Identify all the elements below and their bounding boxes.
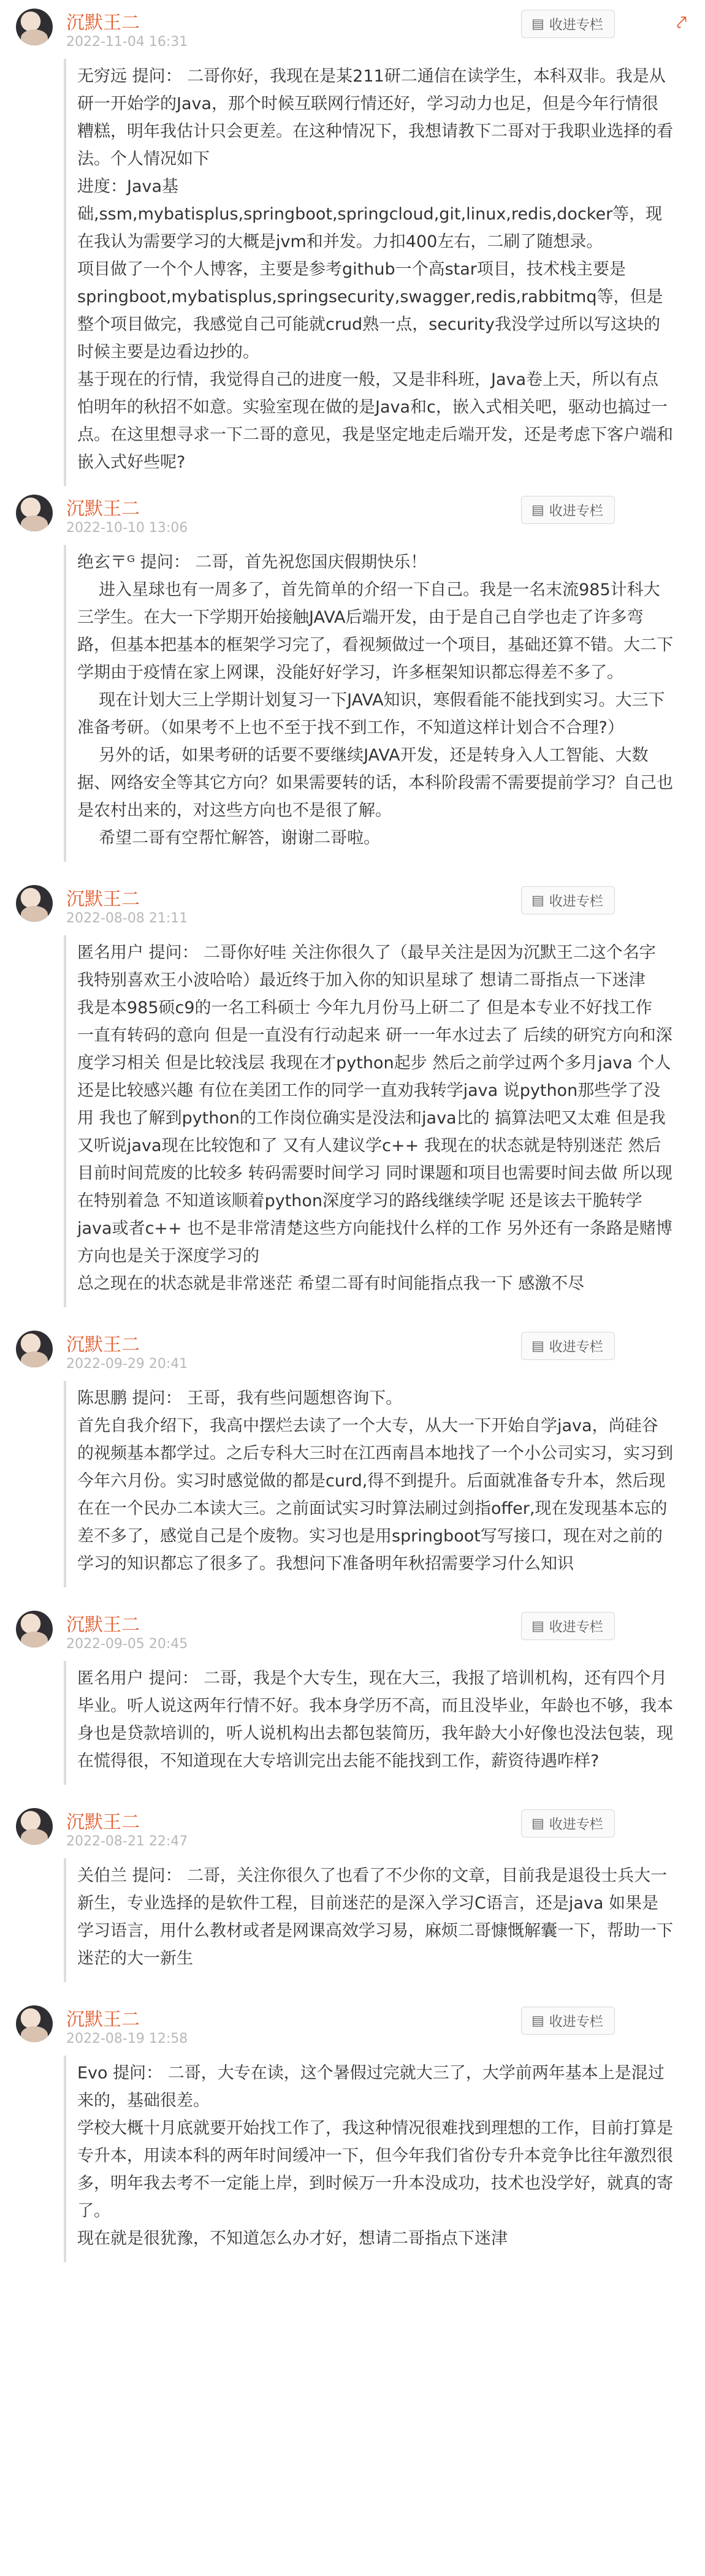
- collect-icon: ▤: [532, 2013, 544, 2029]
- post-card: [0, 486, 705, 862]
- post-header: [0, 0, 705, 59]
- avatar[interactable]: [16, 885, 53, 922]
- author-name[interactable]: 沉默王二: [66, 12, 140, 34]
- avatar[interactable]: [16, 9, 53, 45]
- question-body: [64, 1381, 673, 1587]
- paragraph: 匿名用户 提问： 二哥，我是个大专生，现在大三，我报了培训机构，还有四个月毕业。听人说这两年行情不好。我本身学历不高，而且没毕业，年龄也不够，我本身也是贷款培训的，听人说机构出去都包装简历，我年龄大小好像也没法包装，现在慌得很，不知道现在大专培训完出去能不能找到工作，薪资待遇咋样?: [77, 1669, 673, 1771]
- share-icon[interactable]: ⤤: [676, 12, 687, 34]
- avatar[interactable]: [16, 2005, 53, 2042]
- post-header: [0, 876, 705, 935]
- post-card: [0, 0, 705, 486]
- collect-label: 收进专栏: [549, 2014, 603, 2030]
- author-name[interactable]: 沉默王二: [66, 498, 140, 520]
- post-header: [0, 1799, 705, 1858]
- collect-label: 收进专栏: [549, 1339, 603, 1355]
- post-header: [0, 1997, 705, 2056]
- question-body: [64, 2056, 673, 2262]
- collect-to-column-button[interactable]: [521, 2007, 615, 2035]
- post-card: [0, 1997, 705, 2262]
- author-name[interactable]: 沉默王二: [66, 1812, 140, 1833]
- avatar[interactable]: [16, 1808, 53, 1845]
- paragraph: Evo 提问： 二哥，大专在读，这个暑假过完就大三了，大学前两年基本上是混过来的，基础很差。: [77, 2064, 665, 2110]
- collect-label: 收进专栏: [549, 17, 603, 33]
- post-card: [0, 1799, 705, 1982]
- post-header: [0, 486, 705, 545]
- post-date: 2022-08-21 22:47: [66, 1834, 188, 1849]
- paragraph: 进入星球也有一周多了，首先简单的介绍一下自己。我是一名末流985计科大三学生。在大一下学期开始接触JAVA后端开发，由于是自己自学也走了许多弯路，但基本把基本的框架学习完了，看视频做过一个项目，基础还算不错。大二下学期由于疫情在家上网课，没能好好学习，许多框架知识都忘得差不多了。: [77, 580, 673, 682]
- question-body: [64, 1858, 673, 1982]
- collect-icon: ▤: [532, 502, 544, 518]
- collect-icon: ▤: [532, 1338, 544, 1354]
- paragraph: 匿名用户 提问： 二哥你好哇 关注你很久了（最早关注是因为沉默王二这个名字 我特别喜欢王小波哈哈）最近终于加入你的知识星球了 想请二哥指点一下迷津: [77, 943, 656, 990]
- question-body: [64, 1661, 673, 1785]
- paragraph: 希望二哥有空帮忙解答，谢谢二哥啦。: [99, 829, 381, 848]
- author-name[interactable]: 沉默王二: [66, 889, 140, 910]
- post-date: 2022-11-04 16:31: [66, 34, 188, 50]
- collect-to-column-button[interactable]: [521, 10, 615, 38]
- collect-label: 收进专栏: [549, 894, 603, 910]
- collect-label: 收进专栏: [549, 1619, 603, 1635]
- collect-to-column-button[interactable]: [521, 1612, 615, 1640]
- paragraph: 现在计划大三上学期计划复习一下JAVA知识，寒假看能不能找到实习。大三下准备考研。（如果考不上也不至于找不到工作，不知道这样计划合不合理?）: [77, 691, 665, 737]
- question-body: [64, 545, 673, 862]
- question-body: [64, 59, 673, 486]
- collect-icon: ▤: [532, 1815, 544, 1831]
- paragraph: 无穷远 提问： 二哥你好，我现在是某211研二通信在读学生，本科双非。我是从研一开始学的Java，那个时候互联网行情还好，学习动力也足，但是今年行情很糟糕，明年我估计只会更差。在这种情况下，我想请教下二哥对于我职业选择的看法。个人情况如下: [77, 67, 673, 169]
- collect-icon: ▤: [532, 892, 544, 908]
- post-card: [0, 876, 705, 1307]
- post-card: [0, 1322, 705, 1587]
- paragraph: 基于现在的行情，我觉得自己的进度一般，又是非科班，Java卷上天，所以有点怕明年的秋招不如意。实验室现在做的是Java和c，嵌入式相关吧，驱动也搞过一点。在这里想寻求一下二哥的意见，我是坚定地走后端开发，还是考虑下客户端和嵌入式好些呢?: [77, 370, 673, 472]
- paragraph: 进度：Java基础,ssm,mybatisplus,springboot,springcloud,git,linux,redis,docker等，现在我认为需要学习的大概是jvm和并发。力扣400左右，二刷了随想录。: [77, 177, 663, 251]
- post-header: [0, 1602, 705, 1661]
- author-name[interactable]: 沉默王二: [66, 1334, 140, 1356]
- post-date: 2022-10-10 13:06: [66, 520, 188, 536]
- avatar[interactable]: [16, 1331, 53, 1367]
- post-date: 2022-08-08 21:11: [66, 911, 188, 926]
- collect-icon: ▤: [532, 16, 544, 32]
- avatar[interactable]: [16, 1611, 53, 1647]
- collect-label: 收进专栏: [549, 1817, 603, 1833]
- collect-to-column-button[interactable]: [521, 1332, 615, 1360]
- post-date: 2022-08-19 12:58: [66, 2031, 188, 2046]
- paragraph: 陈思鹏 提问： 王哥，我有些问题想咨询下。: [77, 1389, 403, 1408]
- collect-to-column-button[interactable]: [521, 1809, 615, 1837]
- paragraph: 首先自我介绍下，我高中摆烂去读了一个大专，从大一下开始自学java，尚硅谷的视频基本都学过。之后专科大三时在江西南昌本地找了一个小公司实习，实习到今年六月份。实习时感觉做的都是curd,得不到提升。后面就准备专升本，然后现在在一个民办二本读大三。之前面试实习时算法刷过剑指offer,现在发现基本忘的差不多了，感觉自己是个废物。实习也是用springboot写写接口，现在对之前的学习的知识都忘了很多了。我想问下准备明年秋招需要学习什么知识: [77, 1416, 673, 1573]
- question-body: [64, 935, 673, 1307]
- author-name[interactable]: 沉默王二: [66, 1614, 140, 1636]
- paragraph: 项目做了一个个人博客，主要是参考github一个高star项目，技术栈主要是springboot,mybatisplus,springsecurity,swagger,redis,rabbitmq等，但是整个项目做完，我感觉自己可能就crud熟一点，security我没学过所以写这块的时候主要是边看边抄的。: [77, 260, 663, 362]
- paragraph: 总之现在的状态就是非常迷茫 希望二哥有时间能指点我一下 感激不尽: [77, 1274, 585, 1293]
- post-card: [0, 1602, 705, 1785]
- collect-label: 收进专栏: [549, 503, 603, 519]
- post-date: 2022-09-05 20:45: [66, 1636, 188, 1652]
- paragraph: 绝玄〒ᴳ 提问： 二哥，首先祝您国庆假期快乐！: [77, 553, 427, 572]
- collect-to-column-button[interactable]: [521, 496, 615, 524]
- paragraph: 另外的话，如果考研的话要不要继续JAVA开发，还是转身入人工智能、大数据、网络安全等其它方向？如果需要转的话，本科阶段需不需要提前学习？自己也是农村出来的，对这些方向也不是很了解。: [77, 746, 673, 820]
- collect-icon: ▤: [532, 1618, 544, 1634]
- author-name[interactable]: 沉默王二: [66, 2009, 140, 2031]
- post-date: 2022-09-29 20:41: [66, 1356, 188, 1372]
- paragraph: 关伯兰 提问： 二哥，关注你很久了也看了不少你的文章，目前我是退役士兵大一新生，专业选择的是软件工程，目前迷茫的是深入学习C语言，还是java 如果是学习语言，用什么教材或者是网课高效学习易，麻烦二哥慷慨解囊一下，帮助一下迷茫的大一新生: [77, 1866, 673, 1968]
- collect-to-column-button[interactable]: [521, 886, 615, 914]
- paragraph: 我是本985硕c9的一名工科硕士 今年九月份马上研二了 但是本专业不好找工作 一直有转码的意向 但是一直没有行动起来 研一一年水过去了 后续的研究方向和深度学习相关 但是比较浅层 我现在才python起步 然后之前学过两个多月java 个人还是比较感兴趣 有位在美团工作的同学一直劝我转学java 说python那些学了没用 我也了解到python的工作岗位确实是没法和java比的 搞算法吧又太难 但是我又听说java现在比较饱和了 又有人建议学c++ 我现在的状态就是特别迷茫 然后目前时间荒废的比较多 转码需要时间学习 同时课题和项目也需要时间去做 所以现在特别着急 不知道该顺着python深度学习的路线继续学呢 还是该去干脆转学java或者c++ 也不是非常清楚这些方向能找什么样的工作 另外还有一条路是赌博 方向也是关于深度学习的: [77, 998, 673, 1266]
- post-header: [0, 1322, 705, 1381]
- paragraph: 学校大概十月底就要开始找工作了，我这种情况很难找到理想的工作，目前打算是专升本，用读本科的两年时间缓冲一下，但今年我们省份专升本竞争比往年激烈很多，明年我去考不一定能上岸，到时候万一升本没成功，技术也没学好，就真的寄了。: [77, 2119, 673, 2221]
- avatar[interactable]: [16, 495, 53, 531]
- paragraph: 现在就是很犹豫，不知道怎么办才好，想请二哥指点下迷津: [77, 2229, 508, 2248]
